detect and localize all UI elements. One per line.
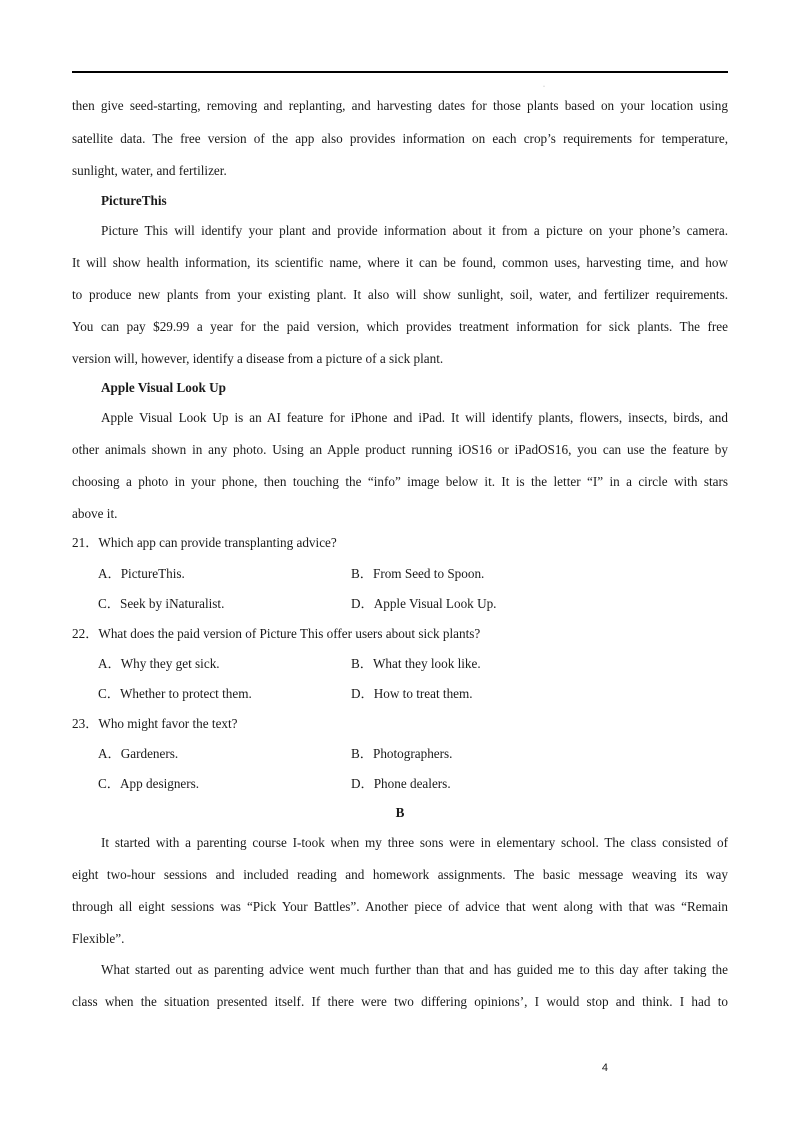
question-22-option-d: D．How to treat them. <box>351 686 473 701</box>
question-22-option-b: B．What they look like. <box>351 656 481 671</box>
body-line: version will, however, identify a disease from a picture of a sick plant. <box>72 351 444 366</box>
question-22-stem: 22．What does the paid version of Picture This offer users about sick plants? <box>72 626 481 641</box>
question-21-option-a: A．PictureThis. <box>98 566 185 581</box>
question-23-option-a: A．Gardeners. <box>98 746 179 761</box>
body-line: satellite data. The free version of the app also provides information on each crop’s requirements for temperature, <box>72 131 728 146</box>
body-line: It started with a parenting course I-took when my three sons were in elementary school. The class consisted of <box>101 835 728 850</box>
question-21-option-d: D．Apple Visual Look Up. <box>351 596 497 611</box>
header-mark: · <box>543 84 545 90</box>
body-line: Picture This will identify your plant and provide information about it from a picture on your phone’s camera. <box>101 223 728 238</box>
question-23-stem: 23．Who might favor the text? <box>72 716 238 731</box>
body-line: sunlight, water, and fertilizer. <box>72 163 227 178</box>
question-21-stem: 21．Which app can provide transplanting advice? <box>72 535 337 550</box>
body-line: then give seed-starting, removing and replanting, and harvesting dates for those plants based on your location using <box>72 98 728 113</box>
question-22-option-c: C．Whether to protect them. <box>98 686 252 701</box>
body-line: other animals shown in any photo. Using an Apple product running iOS16 or iPadOS16, you can use the feature by <box>72 442 728 457</box>
body-line: choosing a photo in your phone, then touching the “info” image below it. It is the letter “I” in a circle with stars <box>72 474 728 489</box>
question-21-option-c: C．Seek by iNaturalist. <box>98 596 225 611</box>
body-line: It will show health information, its scientific name, where it can be found, common uses, harvesting time, and how <box>72 255 728 270</box>
body-line: Flexible”. <box>72 931 125 946</box>
question-23-option-c: C．App designers. <box>98 776 200 791</box>
body-line: above it. <box>72 506 118 521</box>
body-line: eight two-hour sessions and included reading and homework assignments. The basic message weaving its way <box>72 867 728 882</box>
question-21-option-b: B．From Seed to Spoon. <box>351 566 485 581</box>
section-heading-apple: Apple Visual Look Up <box>101 380 226 395</box>
question-22-option-a: A．Why they get sick. <box>98 656 220 671</box>
question-23-option-d: D．Phone dealers. <box>351 776 451 791</box>
body-line: through all eight sessions was “Pick Your Battles”. Another piece of advice that went along with that was “Remain <box>72 899 728 914</box>
section-b-heading: B <box>395 805 405 820</box>
page-number: 4 <box>601 1062 608 1074</box>
header-rule <box>72 71 728 73</box>
section-heading-picturethis: PictureThis <box>101 193 167 208</box>
body-line: to produce new plants from your existing plant. It also will show sunlight, soil, water, and fertilizer requirements. <box>72 287 728 302</box>
question-23-option-b: B．Photographers. <box>351 746 453 761</box>
body-line: Apple Visual Look Up is an AI feature for iPhone and iPad. It will identify plants, flowers, insects, birds, and <box>101 410 728 425</box>
body-line: class when the situation presented itself. If there were two differing opinions’, I would stop and think. I had to <box>72 994 728 1009</box>
body-line: You can pay $29.99 a year for the paid version, which provides treatment information for sick plants. The free <box>72 319 728 334</box>
body-line: What started out as parenting advice went much further than that and has guided me to this day after taking the <box>101 962 728 977</box>
